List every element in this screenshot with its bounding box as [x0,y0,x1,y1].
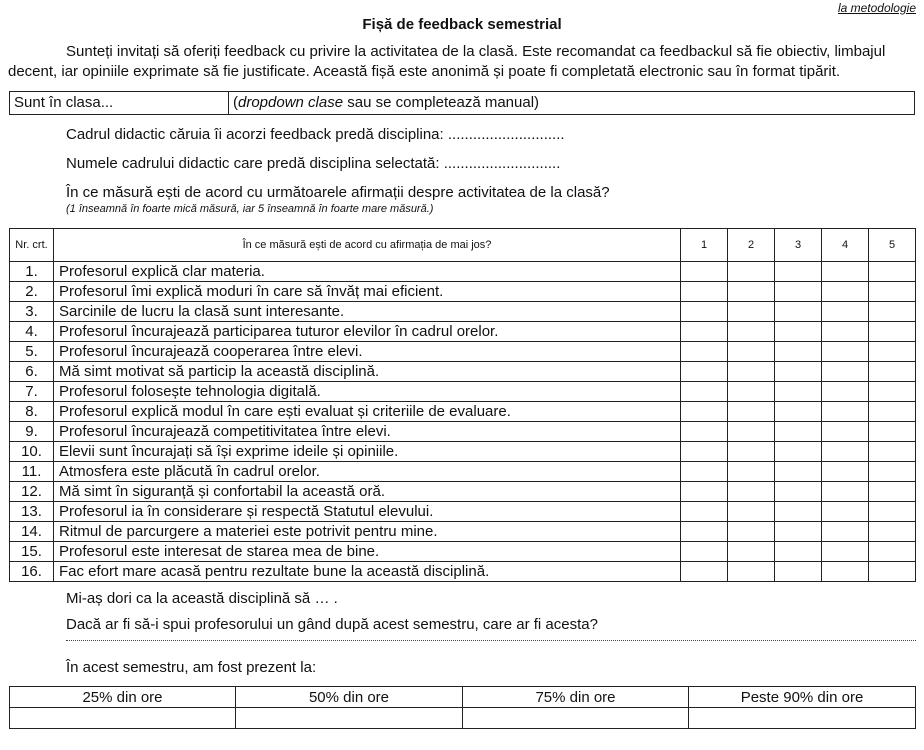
table-row [10,562,916,582]
row-number: 11. [10,462,54,482]
class-field-label: Sunt în clasa... [10,92,229,114]
attendance-50: 50% din ore [236,687,463,708]
rating-cell-3[interactable] [775,482,822,502]
statement-text: Atmosfera este plăcută în cadrul orelor. [54,462,681,482]
row-number: 12. [10,482,54,502]
rating-cell-4[interactable] [822,302,869,322]
statement-text: Mă simt motivat să particip la această disciplină. [54,362,681,382]
rating-cell-5[interactable] [869,402,916,422]
row-number: 14. [10,522,54,542]
rating-cell-2[interactable] [728,382,775,402]
rating-cell-4[interactable] [822,422,869,442]
class-field [9,91,915,115]
thought-answer-line[interactable] [66,640,916,641]
statement-text: Elevii sunt încurajați să își exprime ideile și opiniile. [54,442,681,462]
row-number: 13. [10,502,54,522]
statement-text: Profesorul încurajează competitivitatea între elevi. [54,422,681,442]
class-hint-rest: sau se completează manual) [343,94,540,111]
rating-cell-3[interactable] [775,542,822,562]
rating-cell-4[interactable] [822,262,869,282]
statement-text: Profesorul încurajează participarea tuturor elevilor în cadrul orelor. [54,322,681,342]
rating-cell-1[interactable] [681,262,728,282]
thought-question: Dacă ar fi să-i spui profesorului un gând după acest semestru, care ar fi acesta? [66,616,598,633]
attendance-answer-row [10,708,916,729]
rating-cell-1[interactable] [681,362,728,382]
row-number: 16. [10,562,54,582]
table-row [10,502,916,522]
rating-cell-5[interactable] [869,462,916,482]
rating-cell-1[interactable] [681,562,728,582]
attendance-table [9,686,916,729]
page-title: Fișă de feedback semestrial [362,16,562,33]
table-row [10,382,916,402]
statement-text: Profesorul ia în considerare și respectă Statutul elevului. [54,502,681,522]
statement-text: Ritmul de parcurgere a materiei este potrivit pentru mine. [54,522,681,542]
rating-table [9,228,916,582]
rating-cell-3[interactable] [775,282,822,302]
rating-cell-4[interactable] [822,522,869,542]
table-row [10,462,916,482]
row-number: 4. [10,322,54,342]
rating-cell-5[interactable] [869,522,916,542]
table-row [10,282,916,302]
rating-cell-4[interactable] [822,482,869,502]
rating-cell-5[interactable] [869,282,916,302]
rating-cell-1[interactable] [681,542,728,562]
row-number: 9. [10,422,54,442]
statement-text: Profesorul folosește tehnologia digitală. [54,382,681,402]
rating-cell-5[interactable] [869,422,916,442]
rating-cell-3[interactable] [775,502,822,522]
rating-cell-3[interactable] [775,442,822,462]
attendance-intro: În acest semestru, am fost prezent la: [66,659,317,676]
rating-cell-4[interactable] [822,342,869,362]
table-row [10,542,916,562]
rating-cell-1[interactable] [681,502,728,522]
rating-cell-4[interactable] [822,442,869,462]
agreement-question: În ce măsură ești de acord cu următoarele afirmații despre activitatea de la clasă? [66,184,610,201]
statement-text: Profesorul explică clar materia. [54,262,681,282]
attendance-check-75[interactable] [463,708,689,729]
attendance-check-90[interactable] [689,708,916,729]
row-number: 8. [10,402,54,422]
row-number: 2. [10,282,54,302]
rating-cell-4[interactable] [822,382,869,402]
row-number: 15. [10,542,54,562]
rating-cell-1[interactable] [681,322,728,342]
table-row [10,522,916,542]
col-scale-2: 2 [728,229,775,262]
statement-text: Profesorul îmi explică moduri în care să învăț mai eficient. [54,282,681,302]
rating-cell-3[interactable] [775,322,822,342]
rating-cell-5[interactable] [869,542,916,562]
table-row [10,422,916,442]
attendance-25: 25% din ore [10,687,236,708]
rating-cell-2[interactable] [728,322,775,342]
rating-cell-5[interactable] [869,342,916,362]
attendance-check-25[interactable] [10,708,236,729]
rating-cell-5[interactable] [869,322,916,342]
class-hint-open: ( [233,94,238,111]
rating-cell-5[interactable] [869,502,916,522]
rating-cell-1[interactable] [681,402,728,422]
attendance-90: Peste 90% din ore [689,687,916,708]
rating-cell-4[interactable] [822,562,869,582]
rating-cell-2[interactable] [728,522,775,542]
table-row [10,442,916,462]
col-scale-1: 1 [681,229,728,262]
rating-cell-4[interactable] [822,282,869,302]
rating-cell-3[interactable] [775,422,822,442]
table-row [10,402,916,422]
table-row [10,262,916,282]
rating-cell-2[interactable] [728,502,775,522]
rating-cell-1[interactable] [681,442,728,462]
row-number: 7. [10,382,54,402]
rating-cell-2[interactable] [728,542,775,562]
rating-cell-4[interactable] [822,362,869,382]
class-field-input[interactable] [229,92,914,114]
col-nr: Nr. crt. [10,229,54,262]
wish-line: Mi-aș dori ca la această disciplină să … . [66,590,338,607]
intro-paragraph: Sunteți invitați să oferiți feedback cu privire la activitatea de la clasă. Este recomandat ca feedbackul să fie obiectiv, limbajul decent, iar opiniile exprimate să fie justificate. Această fișă este anonimă și poate fi completată electronic sau în format tipărit. [8,43,886,80]
rating-cell-1[interactable] [681,422,728,442]
col-scale-4: 4 [822,229,869,262]
rating-cell-2[interactable] [728,302,775,322]
attendance-header-row [10,687,916,708]
rating-cell-5[interactable] [869,302,916,322]
discipline-line: Cadrul didactic căruia îi acorzi feedback predă disciplina: ............................ [66,126,565,143]
rating-cell-3[interactable] [775,262,822,282]
attendance-check-50[interactable] [236,708,463,729]
rating-cell-3[interactable] [775,462,822,482]
rating-cell-4[interactable] [822,462,869,482]
statement-text: Sarcinile de lucru la clasă sunt interesante. [54,302,681,322]
rating-cell-1[interactable] [681,462,728,482]
methodology-note: la metodologie [837,1,916,15]
rating-cell-3[interactable] [775,302,822,322]
rating-cell-2[interactable] [728,342,775,362]
rating-cell-1[interactable] [681,482,728,502]
row-number: 5. [10,342,54,362]
table-row [10,342,916,362]
rating-cell-2[interactable] [728,442,775,462]
rating-cell-1[interactable] [681,382,728,402]
class-hint-italic: dropdown clase [238,94,344,111]
rating-cell-4[interactable] [822,402,869,422]
rating-cell-2[interactable] [728,362,775,382]
rating-cell-5[interactable] [869,382,916,402]
scale-hint: (1 înseamnă în foarte mică măsură, iar 5 înseamnă în foarte mare măsură.) [66,203,434,215]
rating-cell-5[interactable] [869,562,916,582]
rating-cell-5[interactable] [869,262,916,282]
rating-cell-3[interactable] [775,362,822,382]
rating-cell-2[interactable] [728,262,775,282]
teacher-name-line: Numele cadrului didactic care predă disciplina selectată: ............................ [66,155,561,172]
rating-cell-5[interactable] [869,482,916,502]
rating-cell-2[interactable] [728,462,775,482]
attendance-75: 75% din ore [463,687,689,708]
rating-cell-2[interactable] [728,402,775,422]
rating-cell-2[interactable] [728,422,775,442]
rating-cell-4[interactable] [822,502,869,522]
rating-cell-1[interactable] [681,302,728,322]
rating-header-row [10,229,916,262]
rating-cell-5[interactable] [869,362,916,382]
col-scale-5: 5 [869,229,916,262]
rating-cell-2[interactable] [728,482,775,502]
rating-cell-3[interactable] [775,562,822,582]
col-statement: În ce măsură ești de acord cu afirmația de mai jos? [54,229,681,262]
rating-cell-4[interactable] [822,322,869,342]
statement-text: Mă simt în siguranță și confortabil la această oră. [54,482,681,502]
rating-cell-3[interactable] [775,522,822,542]
statement-text: Profesorul este interesat de starea mea de bine. [54,542,681,562]
rating-cell-1[interactable] [681,522,728,542]
rating-cell-4[interactable] [822,542,869,562]
statement-text: Fac efort mare acasă pentru rezultate bune la această disciplină. [54,562,681,582]
rating-cell-5[interactable] [869,442,916,462]
rating-cell-1[interactable] [681,342,728,362]
statement-text: Profesorul încurajează cooperarea între elevi. [54,342,681,362]
row-number: 6. [10,362,54,382]
rating-cell-1[interactable] [681,282,728,302]
rating-cell-2[interactable] [728,282,775,302]
row-number: 1. [10,262,54,282]
rating-cell-3[interactable] [775,342,822,362]
rating-cell-2[interactable] [728,562,775,582]
table-row [10,302,916,322]
row-number: 3. [10,302,54,322]
row-number: 10. [10,442,54,462]
rating-cell-3[interactable] [775,402,822,422]
col-scale-3: 3 [775,229,822,262]
rating-cell-3[interactable] [775,382,822,402]
table-row [10,482,916,502]
statement-text: Profesorul explică modul în care ești evaluat și criteriile de evaluare. [54,402,681,422]
table-row [10,362,916,382]
table-row [10,322,916,342]
